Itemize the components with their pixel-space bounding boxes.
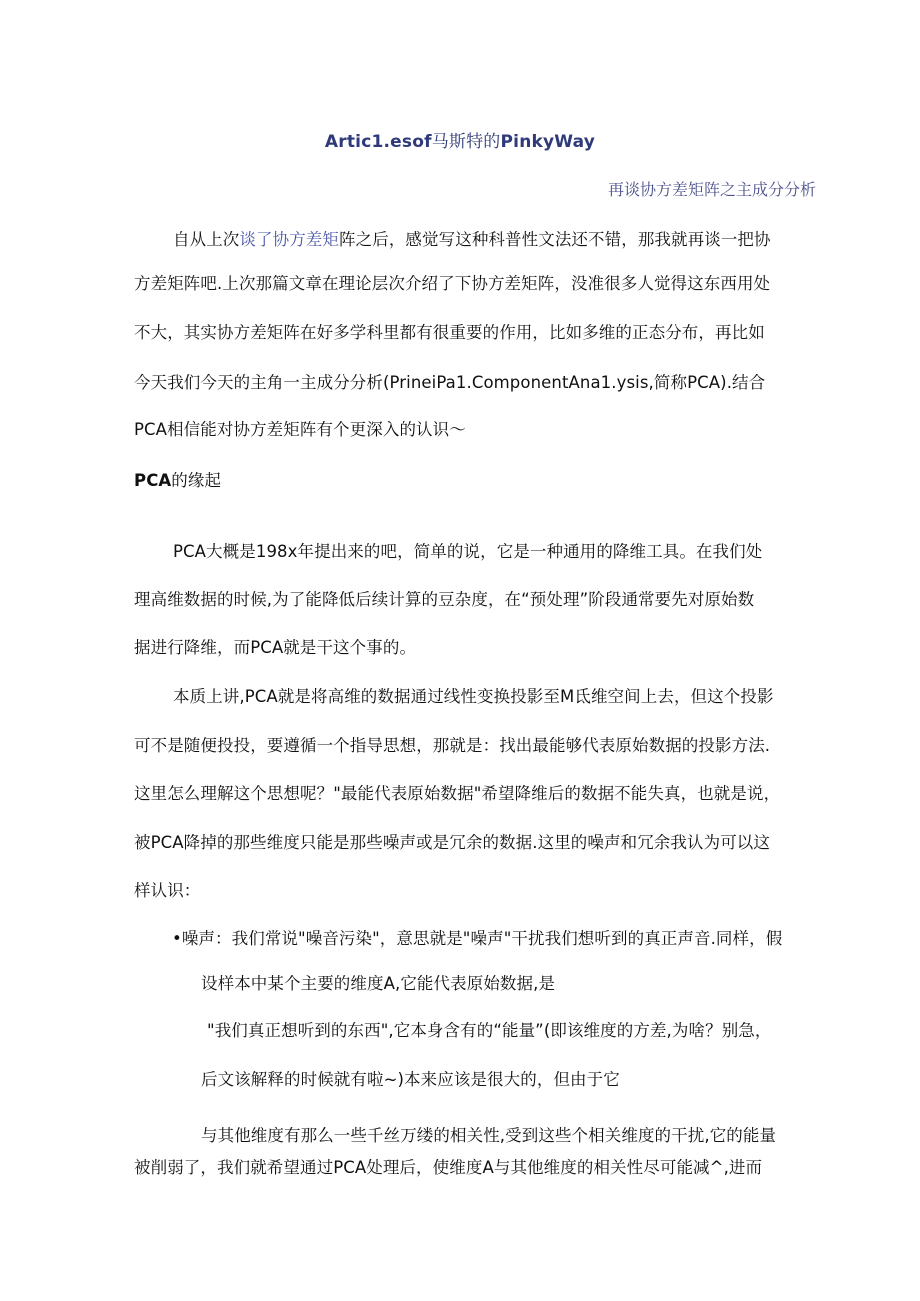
para1-line4: 今天我们今天的主角一主成分分析(PrineiPa1.ComponentAna1.ysis,简称PCA).结合 xyxy=(134,373,766,392)
para2-line2: 理高维数据的时候,为了能降低后续计算的豆杂度，在“预处理”阶段通常要先对原始数 xyxy=(134,590,755,609)
para4-line2: 被削弱了，我们就希望通过PCA处理后，使维度A与其他维度的相关性尽可能减^,进而 xyxy=(134,1158,763,1177)
heading-rest: 的缘起 xyxy=(171,471,222,490)
para2-line1: PCA大概是198x年提出来的吧，简单的说，它是一种通用的降维工具。在我们处 xyxy=(173,542,763,561)
para2-line3: 据进行降维，而PCA就是干这个事的。 xyxy=(134,638,417,657)
para3-line3: 这里怎么理解这个思想呢？"最能代表原始数据"希望降维后的数据不能失真，也就是说， xyxy=(134,784,781,803)
para1-line1-pre: 自从上次 xyxy=(173,230,240,249)
title-middle: 马斯特的 xyxy=(431,132,501,152)
para3-line1: 本质上讲,PCA就是将高维的数据通过线性变换投影至M氐维空间上去，但这个投影 xyxy=(173,687,774,706)
title-suffix: PinkyWay xyxy=(500,132,596,152)
para3-line2: 可不是随便投投，要遵循一个指导思想，那就是：找出最能够代表原始数据的投影方法. xyxy=(134,736,771,755)
bullet-noise-line1: •噪声：我们常说"噪音污染"，意思就是"噪声"干扰我们想听到的真正声音.同样，假 xyxy=(172,929,783,948)
para1-line2: 方差矩阵吧.上次那篇文章在理论层次介绍了下协方差矩阵，没准很多人觉得这东西用处 xyxy=(134,274,771,293)
para3-line5: 样认识： xyxy=(134,881,201,900)
document-subtitle: 再谈协方差矩阵之主成分分析 xyxy=(607,180,816,199)
para1-line1 xyxy=(173,226,771,250)
heading-bold: PCA xyxy=(134,471,172,490)
para1-line3: 不大，其实协方差矩阵在好多学科里都有很重要的作用，比如多维的正态分布，再比如 xyxy=(134,323,765,342)
title-prefix: Artic1.esof xyxy=(324,132,432,152)
bullet-noise-line4: 后文该解释的时候就有啦~)本来应该是很大的，但由于它 xyxy=(201,1070,620,1089)
section-heading-pca-origin xyxy=(134,467,221,491)
para4-line1: 与其他维度有那么一些千丝万缕的相关性,受到这些个相关维度的干扰,它的能量 xyxy=(201,1126,777,1145)
bullet-noise-line2: 设样本中某个主要的维度A,它能代表原始数据,是 xyxy=(201,974,556,993)
covariance-article-link[interactable]: 谈了协方差矩 xyxy=(239,230,340,249)
bullet-noise-line3: "我们真正想听到的东西",它本身含有的“能量”(即该维度的方差,为啥？别急， xyxy=(207,1021,772,1040)
para3-line4: 被PCA降掉的那些维度只能是那些噪声或是冗余的数据.这里的噪声和冗余我认为可以这 xyxy=(134,833,771,852)
para1-line1-post: 阵之后，感觉写这种科普性文法还不错，那我就再谈一把协 xyxy=(339,230,771,249)
document-title xyxy=(0,127,920,152)
para1-line5: PCA相信能对协方差矩阵有个更深入的认识〜 xyxy=(134,420,466,439)
